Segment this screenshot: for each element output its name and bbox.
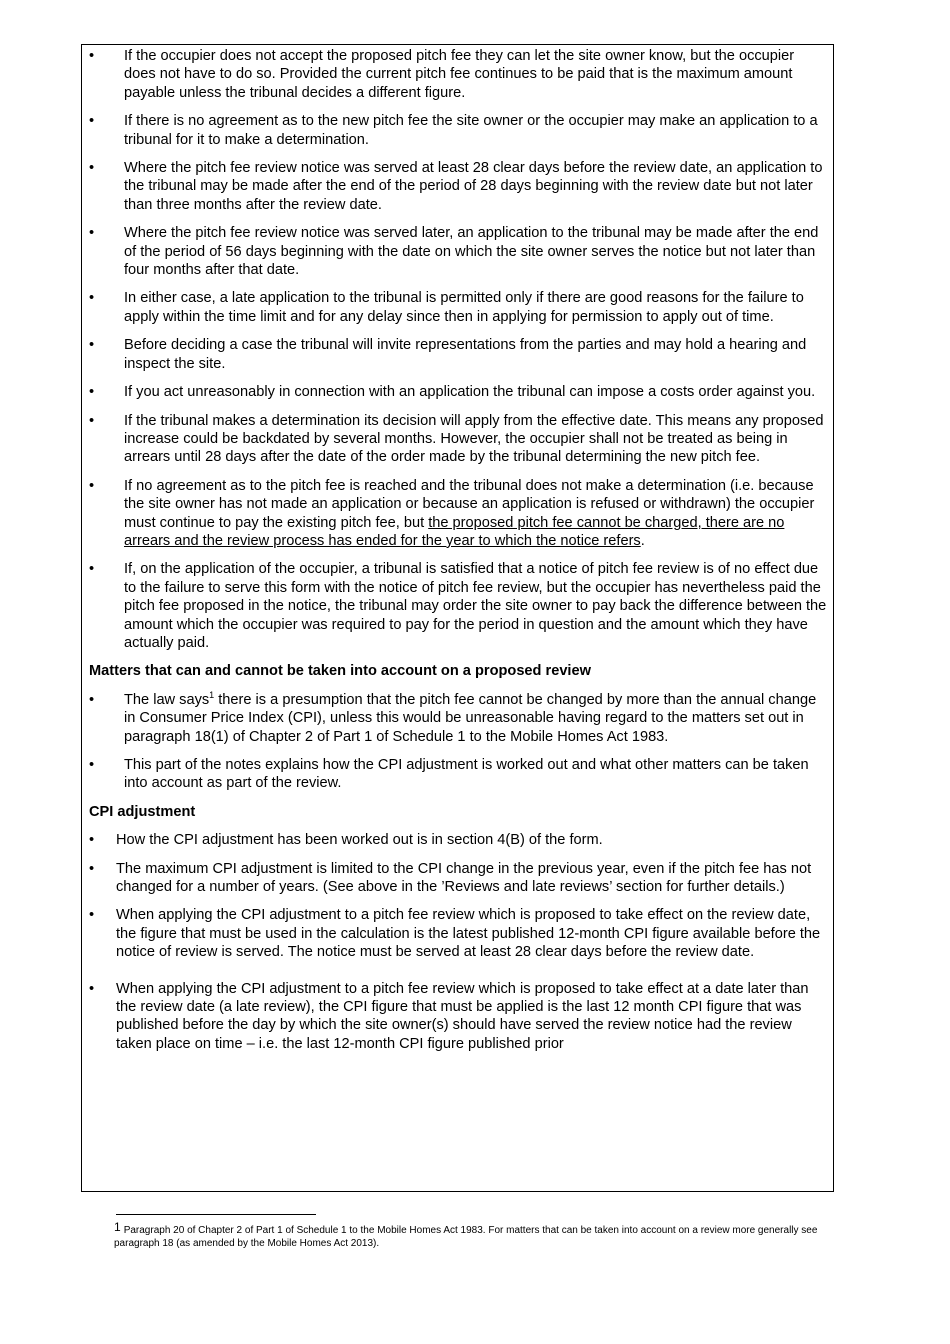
footnote-reference[interactable]: 1 bbox=[209, 689, 215, 700]
bullet-icon: • bbox=[89, 980, 95, 997]
list-item: • In either case, a late application to the tribunal is permitted only if there are good reasons for the failure to apply within the time limit and for any delay since then in applying for permission to apply out of time. bbox=[89, 290, 804, 325]
bullet-icon: • bbox=[89, 412, 95, 429]
footnote-number: 1 bbox=[114, 1220, 121, 1234]
bullet-icon: • bbox=[89, 561, 95, 578]
bullet-icon: • bbox=[89, 832, 95, 849]
bullet-icon: • bbox=[89, 907, 95, 924]
bullet-icon: • bbox=[89, 384, 95, 401]
underlined-text: the proposed pitch fee cannot be charged, there are no arrears and the review process has ended for the year to which the notice refers bbox=[124, 514, 785, 549]
list-item: • If there is no agreement as to the new pitch fee the site owner or the occupier may make an application to a tribunal for it to make a determination. bbox=[89, 113, 818, 148]
bullet-icon: • bbox=[89, 290, 95, 307]
bullet-icon: • bbox=[89, 691, 95, 708]
bullet-icon: • bbox=[89, 477, 95, 494]
bullet-icon: • bbox=[89, 225, 95, 242]
spacer bbox=[89, 972, 829, 980]
bullet-icon: • bbox=[89, 48, 95, 64]
bullet-icon: • bbox=[89, 757, 95, 773]
list-item: • When applying the CPI adjustment to a pitch fee review which is proposed to take effect at a date later than the review date (a late review), the CPI figure that must be applied is the last 12 month CPI figure that was published before the day by which the site owner(s) should have served the review notice had the review taken place on time – i.e. the last 12-month CPI figure published prior bbox=[89, 980, 809, 1052]
list-item: • Where the pitch fee review notice was served at least 28 clear days before the review date, an application to the tribunal may be made after the end of the period of 28 days beginning with the review date but not later than three months after the review date. bbox=[89, 160, 823, 213]
list-item: • If you act unreasonably in connection with an application the tribunal can impose a costs order against you. bbox=[89, 384, 816, 401]
list-item: • When applying the CPI adjustment to a pitch fee review which is proposed to take effect on the review date, the figure that must be used in the calculation is the latest published 12-month CPI figure available before the notice of review is served. The notice must be served at least 28 clear days before the review date. bbox=[89, 907, 821, 961]
list-item: • Where the pitch fee review notice was served later, an application to the tribunal may be made after the end of the period of 56 days beginning with the date on which the site owner serves the notice but not later than four months after that date. bbox=[89, 225, 819, 279]
list-item: • If the occupier does not accept the proposed pitch fee they can let the site owner know, but the occupier does not have to do so. Provided the current pitch fee continues to be paid that is the maximum amount payable unless the tribunal decides a different figure. bbox=[89, 48, 795, 101]
list-item: • Before deciding a case the tribunal will invite representations from the parties and may hold a hearing and inspect the site. bbox=[89, 337, 807, 372]
list-item: • If, on the application of the occupier, a tribunal is satisfied that a notice of pitch fee review is of no effect due to the failure to serve this form with the notice of pitch fee review, but the occupier has nevertheless paid the pitch fee proposed in the notice, the tribunal may order the site owner to pay back the difference between the amount which the occupier was required to pay for the period in question and the amount which they have actually paid. bbox=[89, 561, 827, 651]
list-item-no-agreement: • If no agreement as to the pitch fee is reached and the tribunal does not make a determination (i.e. because the site owner has not made an application or because an application is refused or withdrawn) the occupier must continue to pay the existing pitch fee, but the proposed pitch fee cannot be charged, there are no arrears and the review process has ended for the year to which the notice refers. bbox=[89, 477, 815, 549]
bullet-icon: • bbox=[89, 113, 95, 130]
list-item-law: • The law says$^1$ there is a presumption that the pitch fee cannot be changed by more than the annual change in Consumer Price Index (CPI), unless this would be unreasonable having regard to the matters set out in paragraph 18(1) of Chapter 2 of Part 1 of Schedule 1 to the Mobile Homes Act 1983. bbox=[89, 689, 817, 745]
bullet-icon: • bbox=[89, 337, 95, 354]
list-item: • The maximum CPI adjustment is limited to the CPI change in the previous year, even if the pitch fee has not changed for a number of years. (See above in the ’Reviews and late reviews’ section for further details.) bbox=[89, 860, 812, 896]
bullet-icon: • bbox=[89, 160, 95, 177]
document-body bbox=[89, 47, 829, 1063]
list-item: • How the CPI adjustment has been worked out is in section 4(B) of the form. bbox=[89, 832, 603, 849]
list-item: • If the tribunal makes a determination its decision will apply from the effective date. This means any proposed increase could be backdated by several months. However, the occupier shall not be treated as being in arrears until 28 days after the date of the order made by the tribunal determining the new pitch fee. bbox=[89, 412, 824, 466]
section-heading-matters: Matters that can and cannot be taken into account on a proposed review bbox=[89, 663, 591, 680]
section-heading-cpi: CPI adjustment bbox=[89, 803, 196, 820]
footnote bbox=[114, 1221, 839, 1250]
footnote-separator bbox=[116, 1214, 316, 1215]
bullet-icon: • bbox=[89, 860, 95, 877]
footnote-text: Paragraph 20 of Chapter 2 of Part 1 of Schedule 1 to the Mobile Homes Act 1983. For matters that can be taken into account on a review more generally see paragraph 18 (as amended by the Mobile Homes Act 2013). bbox=[114, 1225, 818, 1249]
list-item: • This part of the notes explains how the CPI adjustment is worked out and what other matters can be taken into account as part of the review. bbox=[89, 757, 809, 792]
